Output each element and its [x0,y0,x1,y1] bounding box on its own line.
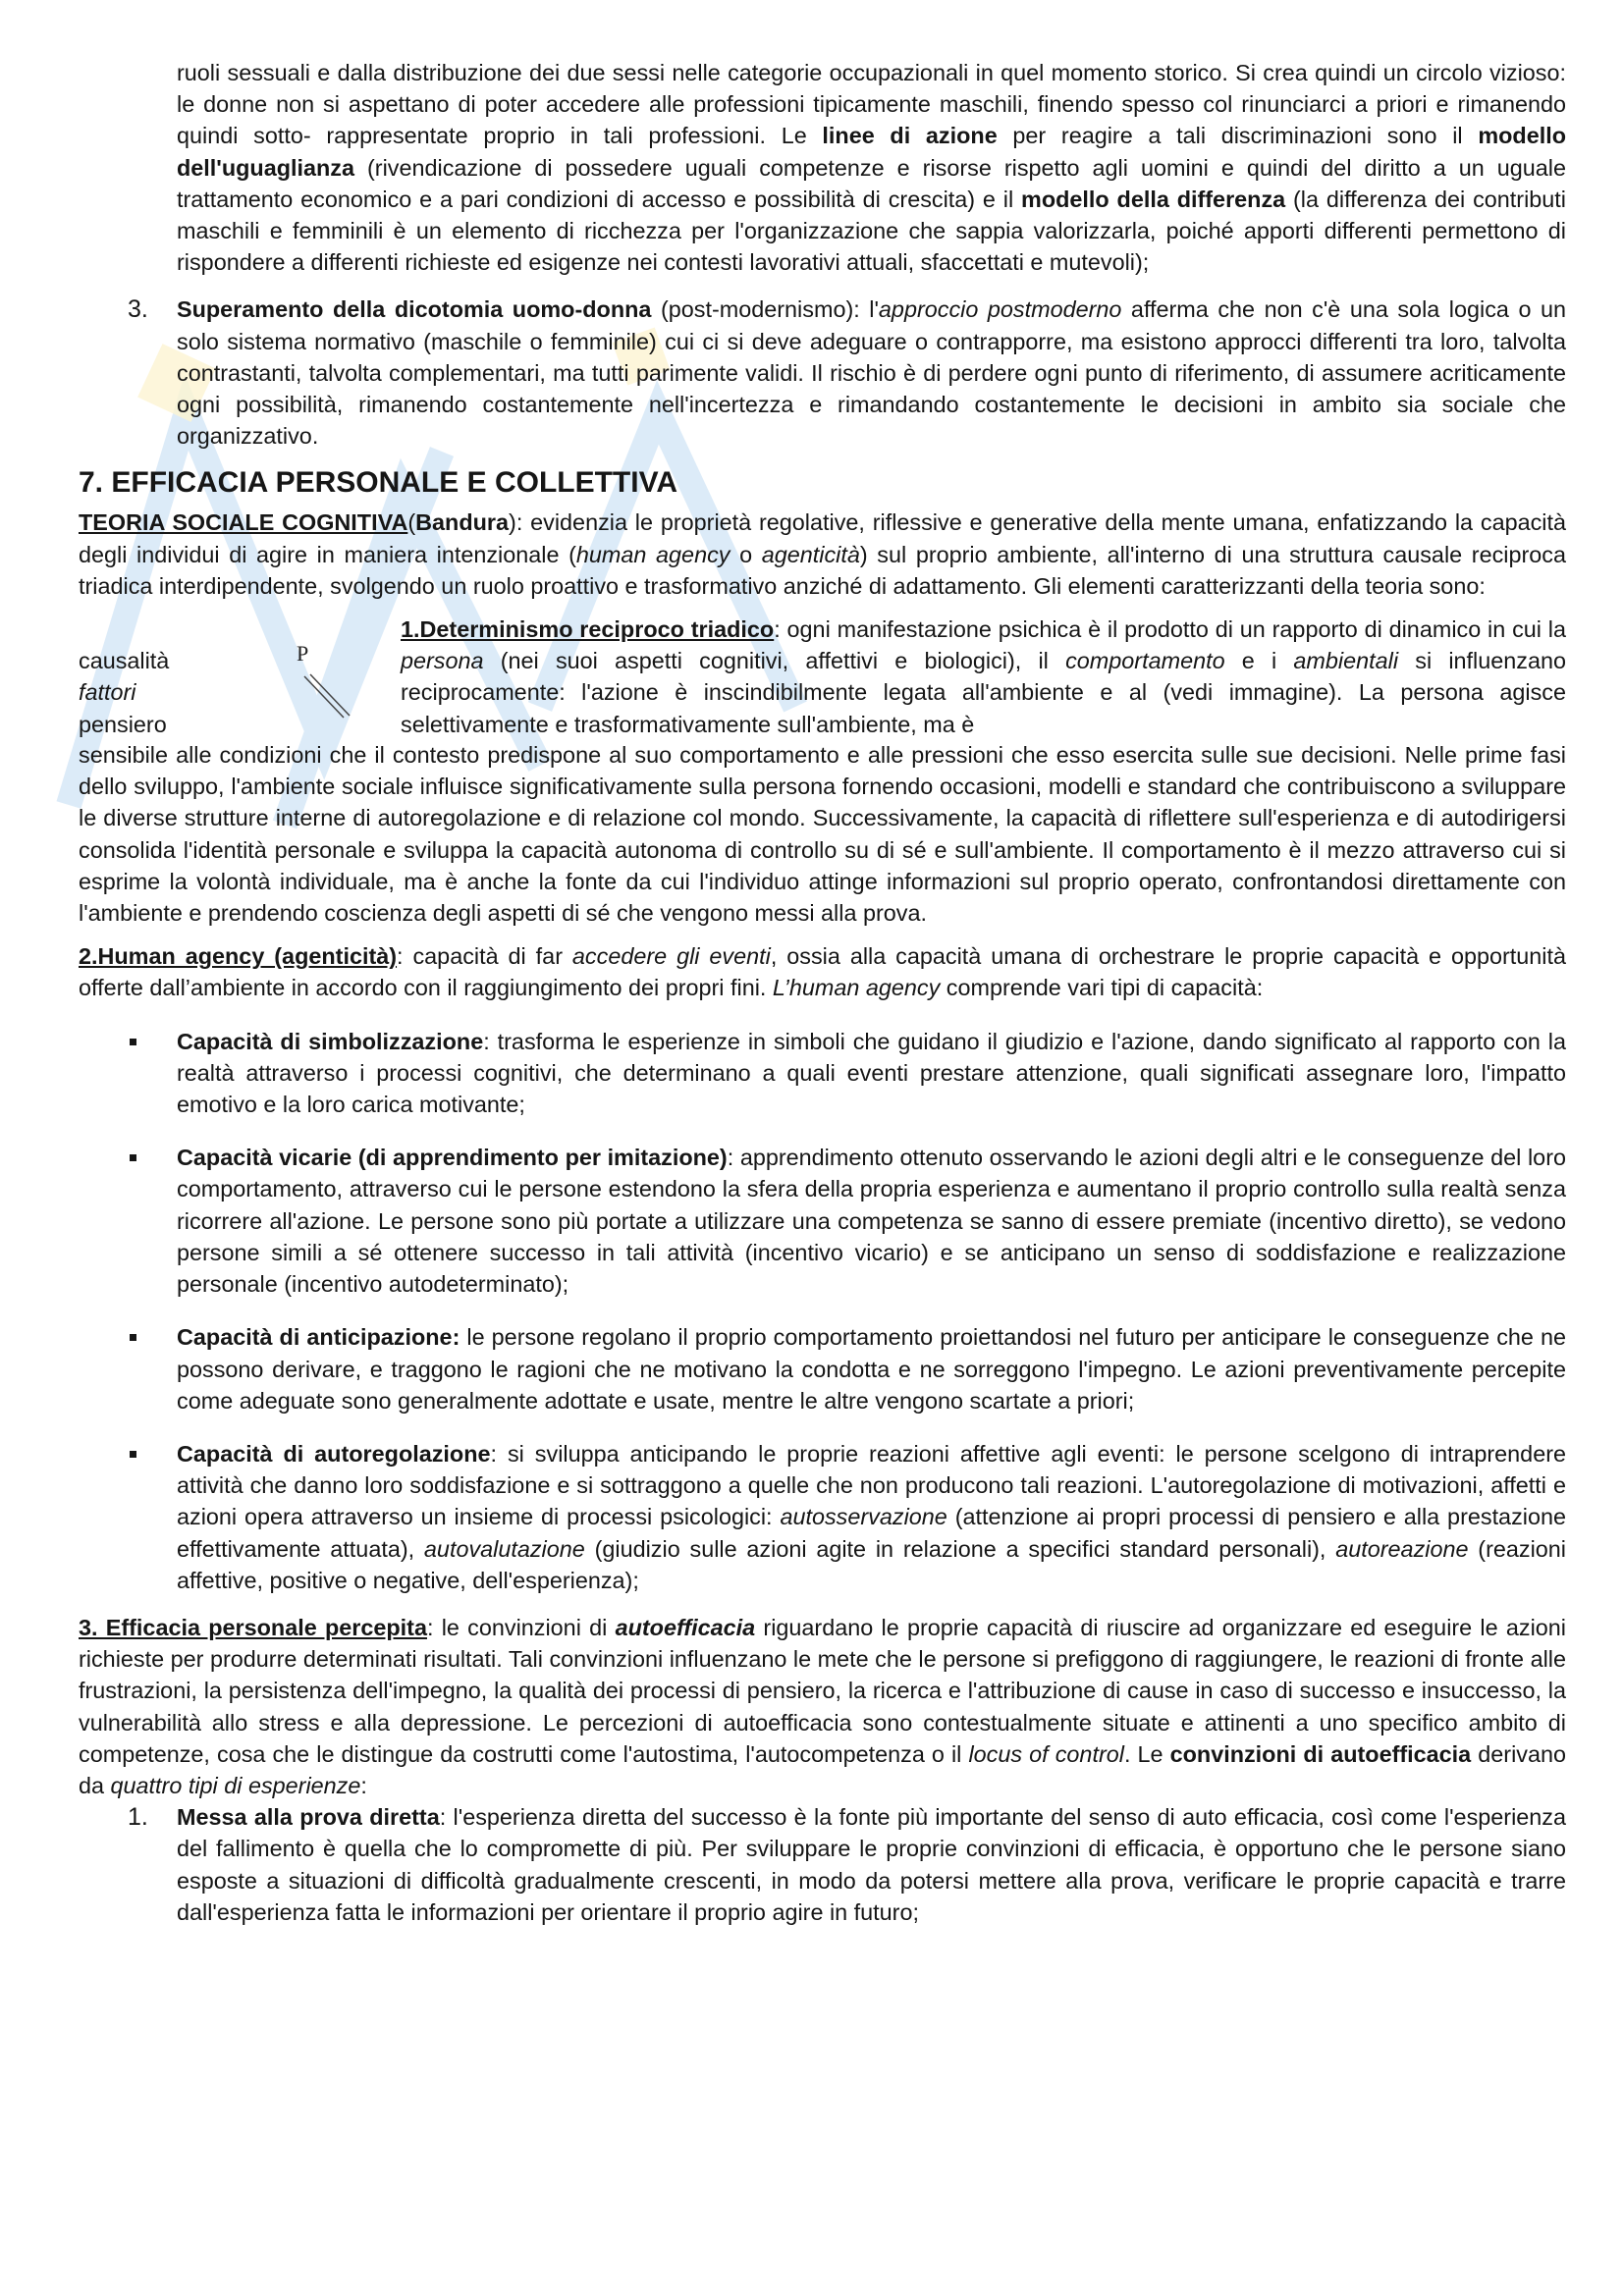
bullet-square-icon [130,1451,136,1458]
bullet-simbolizzazione: Capacità di simbolizzazione: trasforma le esperienze in simboli che guidano il giudizio e l'azione, dando significato al rapporto con la realtà attraverso i processi cognitivi, che determinano a quali eventi prestare attenzione, quali significati assegnare loro, l'impatto emotivo e la loro carica motivante; [79,1026,1566,1121]
diagram-node-p: P [297,641,309,667]
triadic-diagram [206,619,393,727]
list-number: 3. [128,295,148,324]
diagram-arrow-line [304,676,344,718]
bullet-square-icon [130,1039,136,1045]
determinismo-block [79,614,1566,739]
diagram-arrow-line [310,674,350,716]
bullet-square-icon [130,1334,136,1341]
figure-label-fattori: fattori [79,679,136,706]
bullet-square-icon [130,1154,136,1161]
list-item-1: 1. Messa alla prova diretta: l'esperienza diretta del successo è la fonte più importante del senso di auto efficacia, così come l'esperienza del fallimento è quella che lo compromette di più. Per sviluppare le proprie convinzioni di efficacia, è opportuno che le persone siano esposte a situazioni di difficoltà gradualmente crescenti, in modo da potersi mettere alla prova, verificare le proprie capacità e trarre dall'esperienza fatta le informazioni per orientare il proprio agire in futuro; [128,1803,1566,1925]
determinismo-continued: sensibile alle condizioni che il contesto predispone al suo comportamento e alle pressioni che esso esercita sulle sue decisioni. Nelle prime fasi dello sviluppo, l'ambiente sociale influisce significativamente sulla persona fornendo occasioni, modelli e standard che contribuiscono a sviluppare le diverse strutture interne di autoregolazione e di relazione col mondo. Successivamente, la capacità di riflettere sull'esperienza e di autodirigersi consolida l'identità personale e sviluppa la capacità autonoma di controllo su di sé e sull'ambiente. Il comportamento è il mezzo attraverso cui si esprime la volontà individuale, ma è anche la fonte da cui l'individuo attinge informazioni sul proprio operato, confrontandosi direttamente con l'ambiente e prendendo coscienza degli aspetti di sé che vengono messi alla prova. [79,742,1566,927]
bullet-anticipazione: Capacità di anticipazione: le persone regolano il proprio comportamento proiettandosi nel futuro per anticipare le conseguenze che ne possono derivare, e traggono le ragioni che ne motivano la condotta e ne sorreggono l'impegno. Le azioni preventivamente percepite come adeguate sono generalmente adottate e usate, mentre le altre vengono scartate a priori; [79,1321,1566,1416]
determinismo-text: 1.Determinismo reciproco triadico: ogni manifestazione psichica è il prodotto di un rapporto di dinamico in cui la persona (nei suoi aspetti cognitivi, affettivi e biologici), il comportamento e i ambientali si influenzano reciprocamente: l'azione è inscindibilmente legata all'ambiente e al (vedi immagine). La persona agisce selettivamente e trasformativamente sull'ambiente, ma è [401,616,1566,737]
section-title: 7. EFFICACIA PERSONALE E COLLETTIVA [79,466,678,500]
list-item-3: 3. Superamento della dicotomia uomo-donna (post-modernismo): l'approccio postmoderno afferma che non c'è una sola logica o un solo sistema normativo (maschile o femminile) cui ci si deve adeguare o contrapporre, ma esistono approcci differenti tra loro, talvolta contrastanti, talvolta complementari, ma tutti parimente validi. Il rischio è di perdere ogni punto di riferimento, di assumere acriticamente ogni possibilità, rimanendo costantemente nell'incertezza e rimandando costantemente le decisioni in ambito sia sociale che organizzativo. [128,295,1566,450]
figure-label-causalita: causalità [79,648,170,674]
efficacia-paragraph: 3. Efficacia personale percepita: le convinzioni di autoefficacia riguardano le proprie capacità di riuscire ad organizzare ed eseguire le azioni richieste per produrre determinati risultati. Tali convinzioni influenzano le mete che le persone si prefiggono di raggiungere, le reazioni di fronte alle frustrazioni, la persistenza dell'impegno, la qualità dei processi di pensiero, la ricerca e l'attribuzione di cause in caso di successo e insuccesso, la vulnerabilità allo stress e alla depressione. Le percezioni di autoefficacia sono contestualmente situate e attinenti a uno specifico ambito di competenze, cosa che le distingue da costrutti come l'autostima, l'autocompetenza o il locus of control. Le convinzioni di autoefficacia derivano da quattro tipi di esperienze: [79,1614,1567,1798]
figure-label-pensiero: pensiero [79,711,167,737]
agency-paragraph: 2.Human agency (agenticità): capacità di far accedere gli eventi, ossia alla capacità umana di orchestrare le proprie capacità e opportunità offerte dall’ambiente in accordo con il raggiungimento dei propri fini. L’human agency comprende vari tipi di capacità: [79,943,1567,1001]
figure-labels [79,614,216,740]
continued-paragraph: ruoli sessuali e dalla distribuzione dei due sessi nelle categorie occupazionali in quel momento storico. Si crea quindi un circolo vizioso: le donne non si aspettano di poter accedere alle professioni tipicamente maschili, finendo spesso col rinunciarci a priori e rimanendo quindi sotto- rappresentate proprio in tali professioni. Le linee di azione per reagire a tali discriminazioni sono il modello dell'uguaglianza (rivendicazione di possedere uguali competenze e risorse rispetto agli uomini e quindi del diritto a un uguale trattamento economico e a pari condizioni di accesso e possibilità di crescita) e il modello della differenza (la differenza dei contributi maschili e femminili è un elemento di ricchezza per l'organizzazione che sappia valorizzarla, poiché apporti differenti permettono di rispondere a differenti richieste ed esigenze nei contesti lavorativi attuali, sfaccettati e mutevoli); [177,60,1566,276]
bullet-vicarie: Capacità vicarie (di apprendimento per imitazione): apprendimento ottenuto osservando le azioni degli altri e le conseguenze del loro comportamento, attraverso cui le persone estendono la sfera della propria esperienza e aumentano il proprio controllo sulla realtà senza ricorrere all'azione. Le persone sono più portate a utilizzare una competenza se sanno di essere premiate (incentivo diretto), se vedono persone simili a sé ottenere successo in tali attività (incentivo vicario) e se anticipano un senso di soddisfazione e realizzazione personale (incentivo autodeterminato); [79,1142,1566,1300]
teoria-paragraph: TEORIA SOCIALE COGNITIVA(Bandura): evidenzia le proprietà regolative, riflessive e generative della mente umana, enfatizzando la capacità degli individui di agire in maniera intenzionale (human agency o agenticità) sul proprio ambiente, all'interno di una struttura causale reciproca triadica interdipendente, svolgendo un ruolo proattivo e trasformativo anziché di adattamento. Gli elementi caratterizzanti della teoria sono: [79,509,1566,599]
bullet-autoregolazione: Capacità di autoregolazione: si sviluppa anticipando le proprie reazioni affettive agli eventi: le persone scelgono di intraprendere attività che danno loro soddisfazione e si sottraggono a quelle che non producono tali reazioni. L'autoregolazione di motivazioni, affetti e azioni opera attraverso un insieme di processi psicologici: autosservazione (attenzione ai propri processi di pensiero e alla prestazione effettivamente attuata), autovalutazione (giudizio sulle azioni agite in relazione a specifici standard personali), autoreazione (reazioni affettive, positive o negative, dell'esperienza); [79,1438,1566,1596]
list-number: 1. [128,1803,148,1832]
